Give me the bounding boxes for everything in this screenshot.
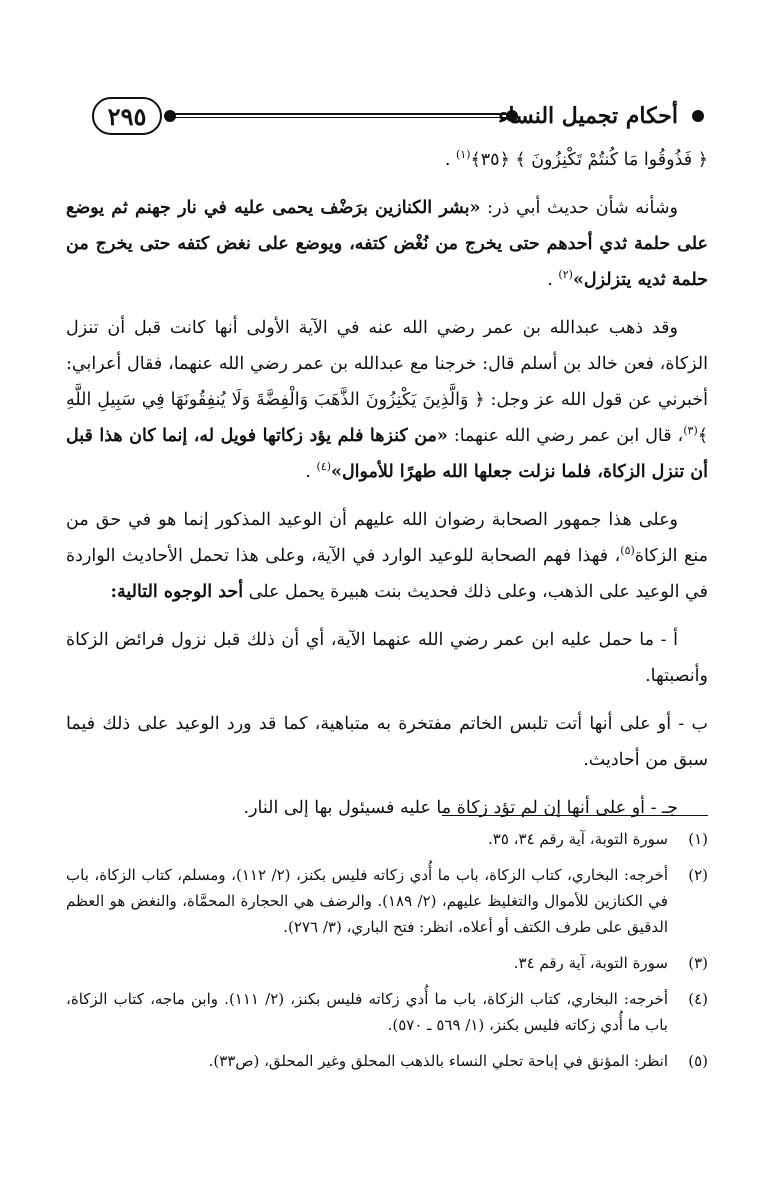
footnote-text: أخرجه: البخاري، كتاب الزكاة، باب ما أُدي زكاته فليس بكنز، (٢/ ١١٢)، ومسلم، كتاب الزكاة، باب في الكنازين للأموال والتغليظ عليهم، (٢/ ١٨٩). والرضف هي الحجارة المحمَّاة، والنغض هو العظم الدقيق على طرف الكتف أو أعلاه، انظر: فتح الباري، (٣/ ٢٧٦). xyxy=(66,866,668,936)
quran-verse: ﴿ فَذُوقُوا مَا كُنتُمْ تَكْنِزُونَ ﴾ ﴿٣٥﴾ xyxy=(470,150,708,170)
paragraph-verse-end: ﴿ فَذُوقُوا مَا كُنتُمْ تَكْنِزُونَ ﴾ ﴿٣٥﴾$^{(١)}$ . xyxy=(444,148,708,170)
footnote-text: سورة التوبة، آية رقم ٣٤. xyxy=(513,954,668,972)
list-item-c: جـ - أو على أنها إن لم تؤد زكاة ما عليه فسيئول بها إلى النار. xyxy=(243,798,678,818)
footnote-number: (٢) xyxy=(688,866,708,884)
rule-dot-left xyxy=(164,110,176,122)
footnote xyxy=(66,862,708,940)
athar-text: «من كنزها فلم يؤد زكاتها فويل له، إنما كان هذا قبل أن تنزل الزكاة، فلما نزلت جعلها الله طهرًا للأموال» xyxy=(66,426,708,482)
footnote-text: انظر: المؤنق في إباحة تحلي النساء بالذهب المحلق وغير المحلق، (ص٣٣). xyxy=(208,1052,668,1070)
footnote xyxy=(66,950,708,976)
footnotes xyxy=(66,826,708,1084)
title-bullet-icon xyxy=(692,110,704,122)
book-title: أحكام تجميل النساء xyxy=(498,103,678,129)
footnote-text: أخرجه: البخاري، كتاب الزكاة، باب ما أُدي زكاته فليس بكنز، (٢/ ١١١). وابن ماجه، كتاب الزكاة، باب ما أُدي زكاته فليس بكنز، (١/ ٥٦٩ ـ ٥٧٠). xyxy=(66,990,668,1034)
footnote-separator xyxy=(442,815,708,816)
footnote-number: (٣) xyxy=(688,954,708,972)
footnote-text: سورة التوبة، آية رقم ٣٤، ٣٥. xyxy=(488,830,668,848)
footnote-ref: (٣) xyxy=(683,424,698,438)
section-lead: أحد الوجوه التالية: xyxy=(110,582,244,602)
header-rule xyxy=(164,110,518,122)
footnote-ref: (٥) xyxy=(620,544,635,558)
list-item-b: ب - أو على أنها أتت تلبس الخاتم مفتخرة به متباهية، كما قد ورد الوعيد على ذلك فيما سبق من أحاديث. xyxy=(66,714,708,770)
hadith-text: «بشر الكنازين برَضْف يحمى عليه في نار جهنم ثم يوضع على حلمة ثدي أحدهم حتى يخرج من نُغْض كتفه، ويوضع على نغض كتفه حتى يخرج من حلمة ثديه يتزلزل» xyxy=(66,198,708,290)
list-item-a: أ - ما حمل عليه ابن عمر رضي الله عنهما الآية، أي أن ذلك قبل نزول فرائض الزكاة وأنصبتها. xyxy=(66,630,708,686)
footnote-ref: (٢) xyxy=(558,268,573,282)
main-text xyxy=(66,142,708,826)
footnote-number: (٥) xyxy=(688,1052,708,1070)
footnote-number: (٤) xyxy=(688,990,708,1008)
page-number: ٢٩٥ xyxy=(92,97,162,135)
footnote xyxy=(66,986,708,1038)
footnote-number: (١) xyxy=(688,830,708,848)
running-header xyxy=(92,97,704,137)
quran-verse: ﴿ وَالَّذِينَ يَكْنِزُونَ الذَّهَبَ وَالْفِضَّةَ وَلَا يُنفِقُونَهَا فِي سَبِيلِ اللَّهِ ﴾ xyxy=(66,390,708,446)
paragraph-hadith-abu-dharr: وشأنه شأن حديث أبي ذر: «بشر الكنازين برَضْف يحمى عليه في نار جهنم ثم يوضع على حلمة ثدي أحدهم حتى يخرج من نُغْض كتفه، ويوضع على نغض كتفه حتى يخرج من حلمة ثديه يتزلزل»$^{(٢)}$ . xyxy=(66,198,708,290)
paragraph-majority: وعلى هذا جمهور الصحابة رضوان الله عليهم أن الوعيد المذكور إنما هو في حق من منع الزكاة$^{(٥)}$، فهذا فهم الصحابة للوعيد الوارد في الآية، وعلى هذا تحمل الأحاديث الواردة في الوعيد على الذهب، وعلى ذلك فحديث بنت هبيرة يحمل على أحد الوجوه التالية: xyxy=(66,510,708,602)
footnote xyxy=(66,1048,708,1074)
paragraph-ibn-umar: وقد ذهب عبدالله بن عمر رضي الله عنه في الآية الأولى أنها كانت قبل أن تنزل الزكاة، فعن خالد بن أسلم قال: خرجنا مع عبدالله بن عمر رضي الله عنهما، فقال أعرابي: أخبرني عن قول الله عز وجل: ﴿ وَالَّذِينَ يَكْنِزُونَ الذَّهَبَ وَالْفِضَّةَ وَلَا يُنفِقُونَهَا فِي سَبِيلِ اللَّهِ ﴾$^{(٣)}$، قال ابن عمر رضي الله عنهما: «من كنزها فلم يؤد زكاتها فويل له، إنما كان هذا قبل أن تنزل الزكاة، فلما نزلت جعلها الله طهرًا للأموال»$^{(٤)}$ . xyxy=(66,318,708,482)
footnote-ref: (١) xyxy=(455,148,471,162)
footnote-ref: (٤) xyxy=(316,460,331,474)
footnote xyxy=(66,826,708,852)
